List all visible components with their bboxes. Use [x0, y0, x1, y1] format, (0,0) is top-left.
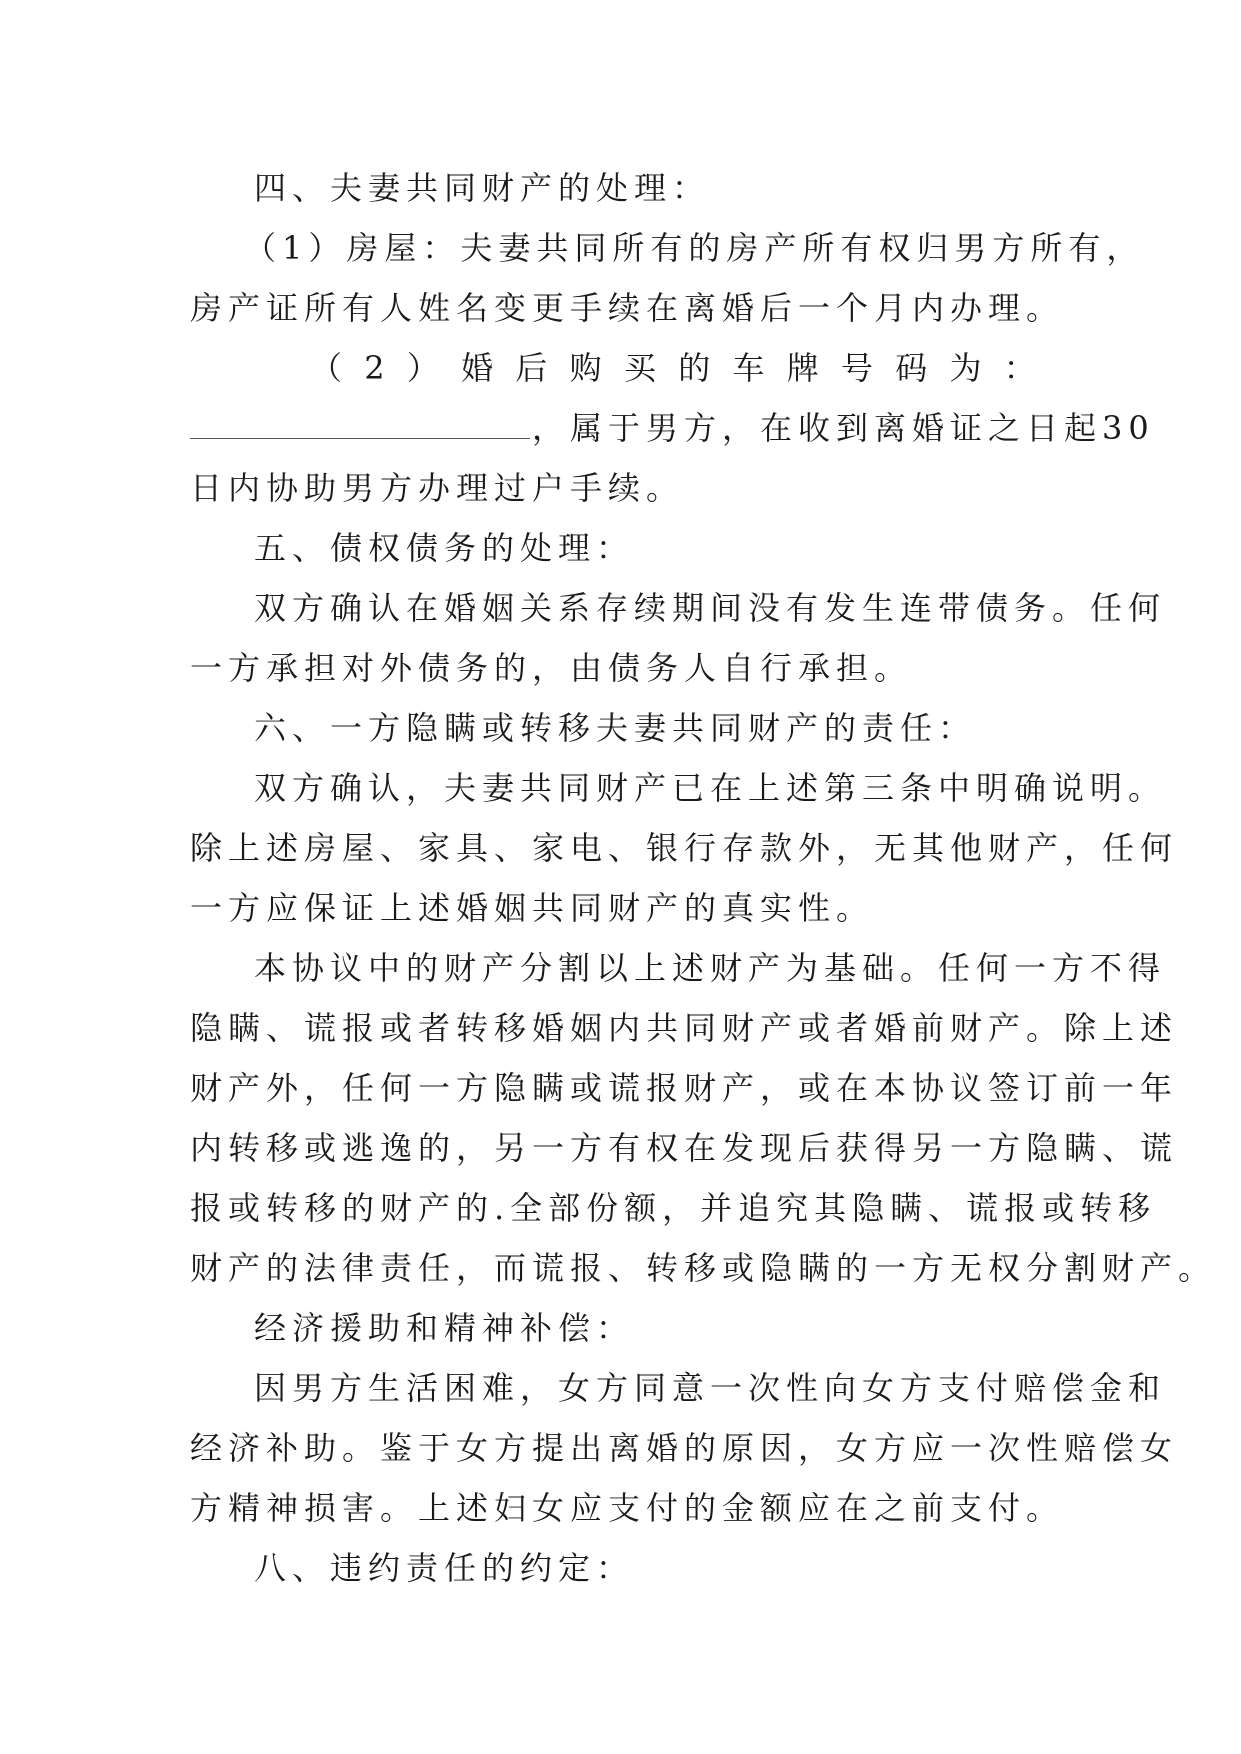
section6-heading: 六、一方隐瞒或转移夫妻共同财产的责任：: [254, 709, 977, 747]
section6-p2-line5: 报或转移的财产的.全部份额，并追究其隐瞒、谎报或转移: [190, 1189, 1157, 1227]
item2-char: 号: [841, 349, 880, 387]
section7-line2: 经济补助。鉴于女方提出离婚的原因，女方应一次性赔偿女: [190, 1429, 1179, 1467]
section6-p2-line2: 隐瞒、谎报或者转移婚姻内共同财产或者婚前财产。除上述: [190, 1009, 1179, 1047]
section6-p1-line2: 除上述房屋、家具、家电、银行存款外，无其他财产，任何: [190, 829, 1179, 867]
item2-line2: [190, 398, 1155, 458]
item2-line2-text: ，属于男方，在收到离婚证之日起30: [532, 409, 1155, 447]
item2-char: 婚: [461, 349, 500, 387]
section7-line1: 因男方生活困难，女方同意一次性向女方支付赔偿金和: [254, 1369, 1167, 1407]
section6-p2-line3: 财产外，任何一方隐瞒或谎报财产，或在本协议签订前一年: [190, 1069, 1179, 1107]
section6-p1-line3: 一方应保证上述婚姻共同财产的真实性。: [190, 889, 875, 927]
section4-heading: 四、夫妻共同财产的处理：: [254, 169, 711, 207]
item2-char: 牌: [786, 349, 825, 387]
item2-char: 为: [949, 349, 988, 387]
section6-p2-line1: 本协议中的财产分割以上述财产为基础。任何一方不得: [254, 949, 1167, 987]
section5-heading: 五、债权债务的处理：: [254, 529, 635, 567]
item2-char: 码: [895, 349, 934, 387]
item1-line1: （1）房屋：夫妻共同所有的房产所有权归男方所有，: [244, 229, 1145, 267]
item2-char: ：: [1003, 349, 1042, 387]
license-plate-blank[interactable]: [190, 398, 530, 439]
item2-char: ）: [406, 349, 445, 387]
item2-char: 的: [678, 349, 717, 387]
section8-heading: 八、违约责任的约定：: [254, 1549, 635, 1587]
section6-p1-line1: 双方确认，夫妻共同财产已在上述第三条中明确说明。: [254, 769, 1167, 807]
section5-line1: 双方确认在婚姻关系存续期间没有发生连带债务。任何: [254, 589, 1167, 627]
item2-char: 买: [623, 349, 662, 387]
section6-p2-line4: 内转移或逃逸的，另一方有权在发现后获得另一方隐瞒、谎: [190, 1129, 1179, 1167]
item2-char: 车: [732, 349, 771, 387]
section6-p2-line6: 财产的法律责任，而谎报、转移或隐瞒的一方无权分割财产。: [190, 1249, 1217, 1287]
document-body: [190, 158, 1217, 1598]
item1-line2: 房产证所有人姓名变更手续在离婚后一个月内办理。: [190, 289, 1065, 327]
item2-char: 后: [515, 349, 554, 387]
section5-line2: 一方承担对外债务的，由债务人自行承担。: [190, 649, 913, 687]
item2-line1: [190, 338, 1050, 398]
section7-line3: 方精神损害。上述妇女应支付的金额应在之前支付。: [190, 1489, 1065, 1527]
item2-char: 2: [364, 349, 391, 387]
item2-char: 购: [569, 349, 608, 387]
section7-heading: 经济援助和精神补偿：: [254, 1309, 635, 1347]
item2-char: （: [310, 349, 349, 387]
item2-line3: 日内协助男方办理过户手续。: [190, 469, 685, 507]
